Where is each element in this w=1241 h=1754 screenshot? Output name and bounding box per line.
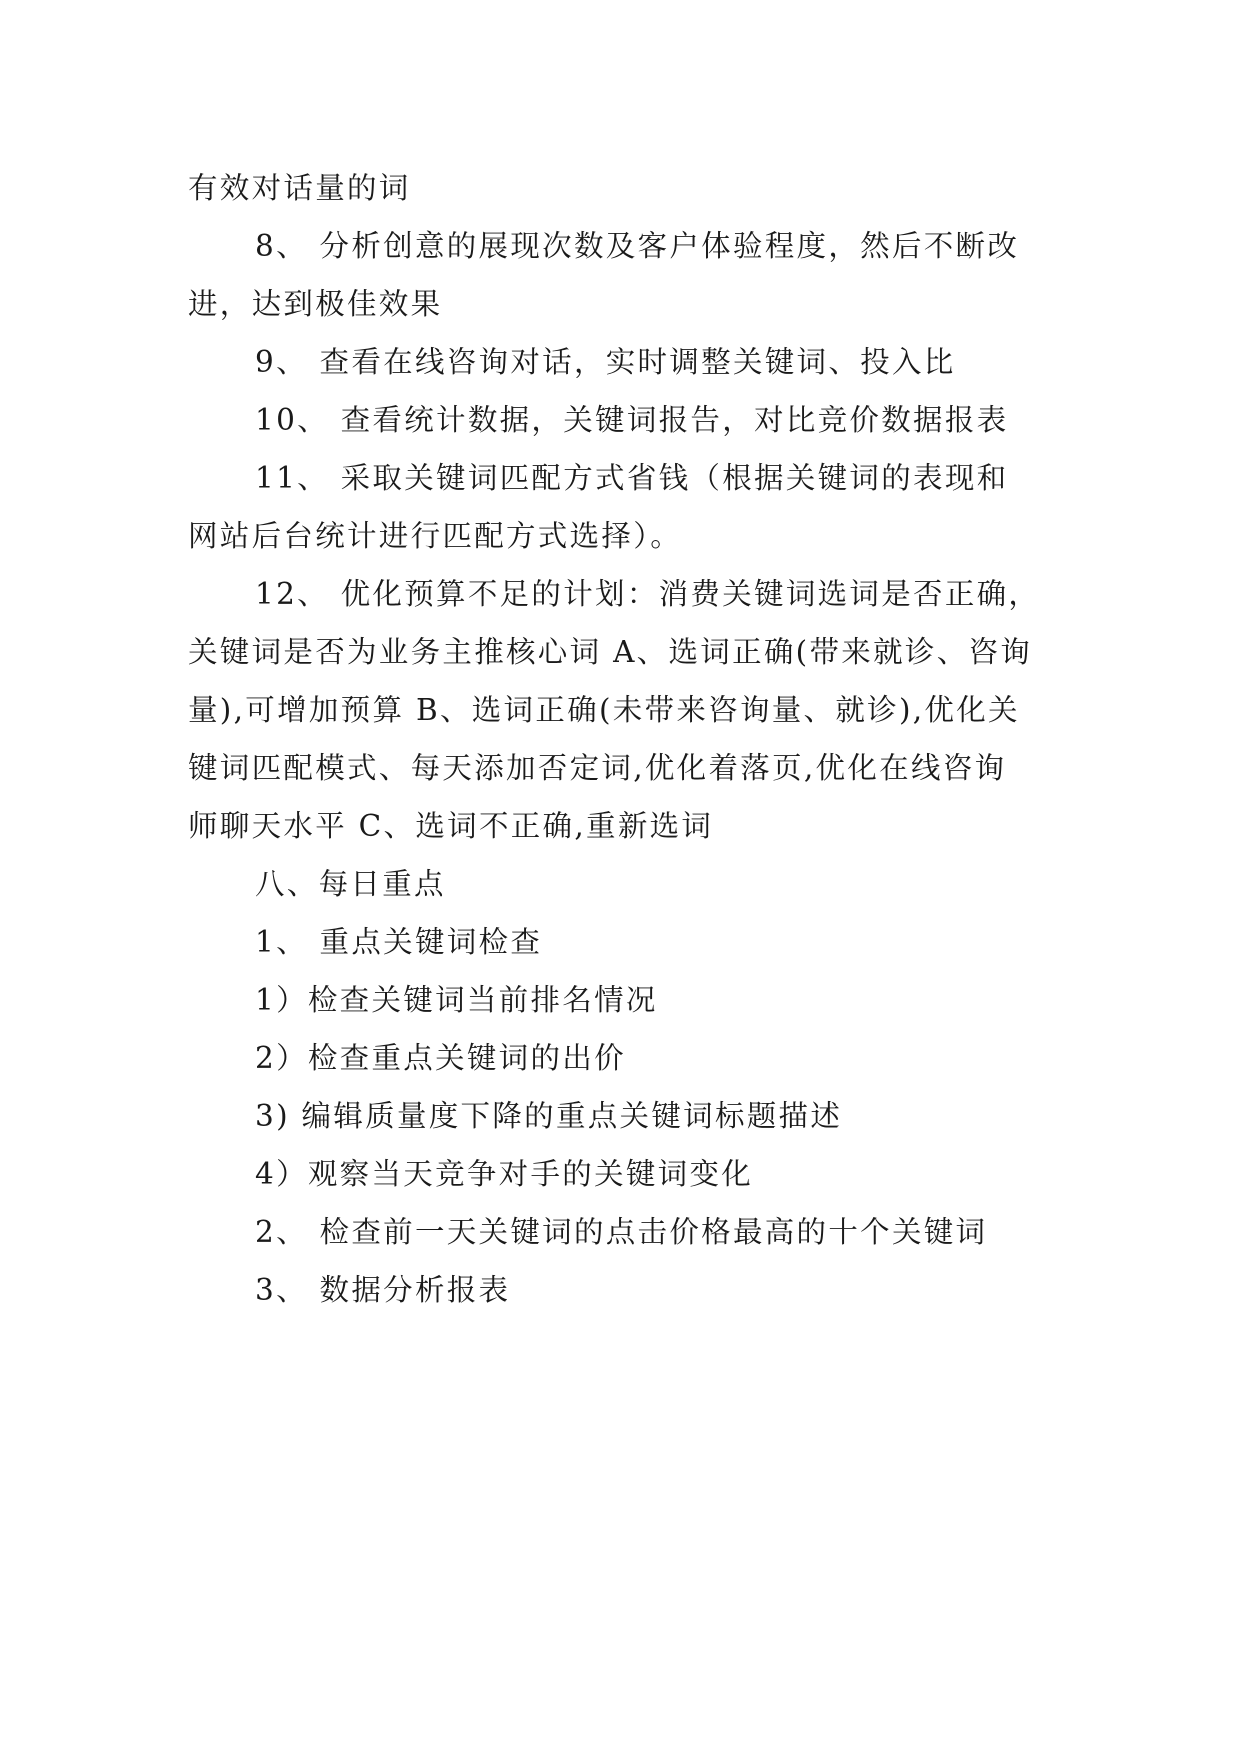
sub-item-4: 4）观察当天竞争对手的关键词变化: [255, 1157, 754, 1191]
text-line: 网站后台统计进行匹配方式选择）。: [188, 519, 683, 553]
sub-item-3: 3) 编辑质量度下降的重点关键词标题描述: [255, 1099, 843, 1133]
list-item-10: 10、 查看统计数据，关键词报告，对比竞价数据报表: [255, 403, 1009, 437]
text-line: 进，达到极佳效果: [188, 287, 443, 321]
text-line: 量),可增加预算 B、选词正确(未带来咨询量、就诊),优化关: [188, 693, 1020, 727]
text-line: 关键词是否为业务主推核心词 A、选词正确(带来就诊、咨询: [188, 635, 1033, 669]
sub-item-2: 2）检查重点关键词的出价: [255, 1041, 626, 1075]
list-item-11: 11、 采取关键词匹配方式省钱（根据关键词的表现和: [255, 461, 1009, 495]
sub-item-1: 1）检查关键词当前排名情况: [255, 983, 658, 1017]
list-item-12: 12、 优化预算不足的计划：消费关键词选词是否正确，: [255, 577, 1041, 611]
list-item-1: 1、 重点关键词检查: [255, 925, 543, 959]
text-line: 师聊天水平 C、选词不正确,重新选词: [188, 809, 714, 843]
list-item-3: 3、 数据分析报表: [255, 1273, 511, 1307]
section-heading: 八、每日重点: [255, 867, 446, 901]
document-body: [188, 159, 1068, 1319]
list-item-8: 8、 分析创意的展现次数及客户体验程度，然后不断改: [255, 229, 1020, 263]
text-line: 有效对话量的词: [188, 171, 411, 205]
text-line: 键词匹配模式、每天添加否定词,优化着落页,优化在线咨询: [188, 751, 1007, 785]
list-item-9: 9、 查看在线咨询对话，实时调整关键词、投入比: [255, 345, 956, 379]
list-item-2: 2、 检查前一天关键词的点击价格最高的十个关键词: [255, 1215, 988, 1249]
